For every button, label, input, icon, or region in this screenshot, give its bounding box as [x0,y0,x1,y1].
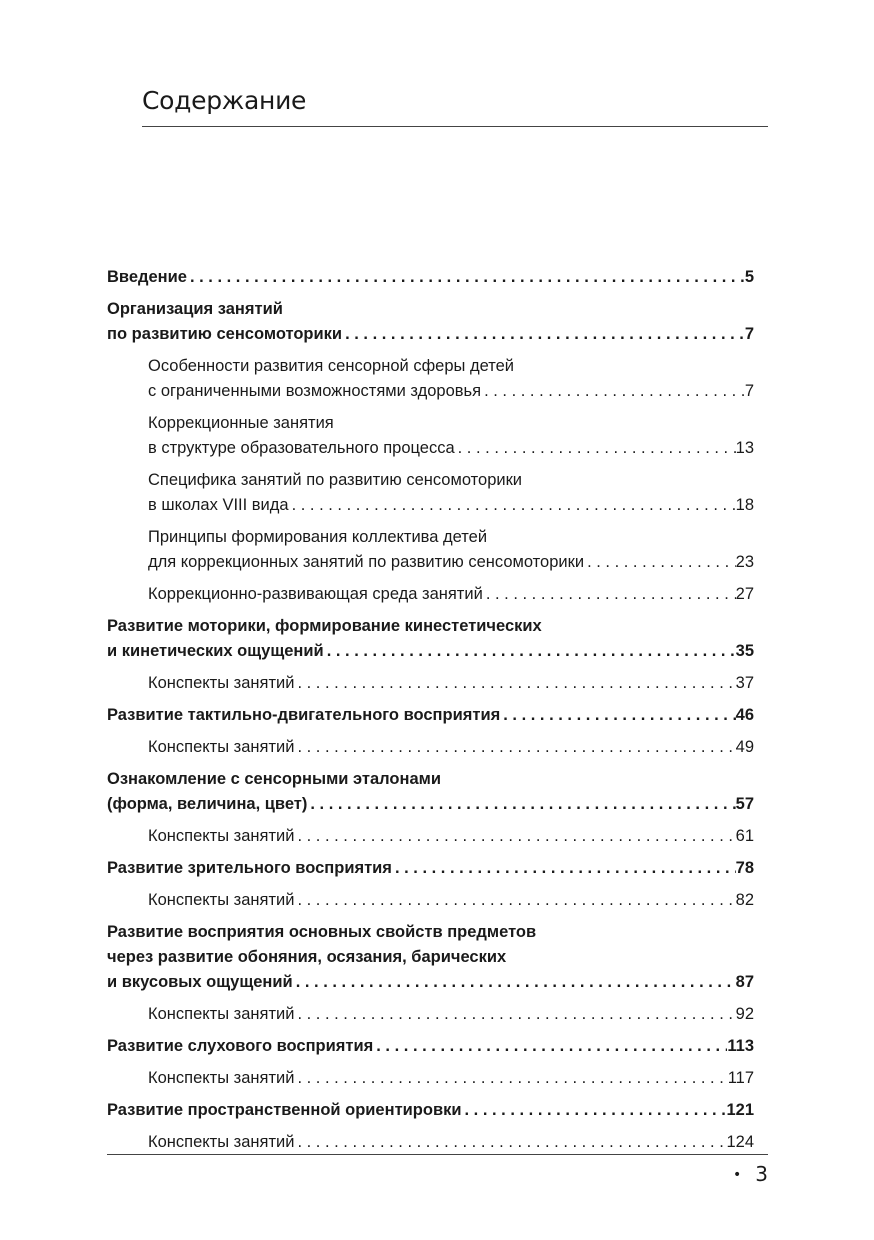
toc-page-number: 121 [726,1101,754,1119]
toc-page-number: 7 [744,382,754,400]
toc-page-number: 7 [744,325,754,343]
dot-leader [373,1034,727,1059]
toc-entry-title: Развитие слухового восприятия [107,1037,374,1055]
toc-chapter [107,767,754,817]
toc-page-number: 78 [735,859,754,877]
toc-section [107,888,754,913]
toc-chapter [107,1098,754,1123]
toc-page-number: 35 [735,642,754,660]
toc-entry-title: Организация занятий [107,300,283,318]
toc-section [107,411,754,461]
dot-leader [294,1066,727,1091]
toc-entry-line [148,354,754,379]
toc-entry-title: Развитие восприятия основных свойств предметов [107,923,537,941]
toc-entry-title: Коррекционные занятия [148,414,334,432]
toc-entry-title: Развитие моторики, формирование кинестетических [107,617,542,635]
toc-entry-title: в структуре образовательного процесса [148,439,455,457]
toc-entry-line [148,1002,754,1027]
toc-entry-line [107,639,754,664]
toc-entry-title: Конспекты занятий [148,827,295,845]
dot-leader [289,493,736,518]
toc-entry-line [148,379,754,404]
toc-entry-title: по развитию сенсомоторики [107,325,343,343]
toc-entry-title: с ограниченными возможностями здоровья [148,382,482,400]
toc-section [107,735,754,760]
dot-leader [584,550,736,575]
toc-page-number: 61 [735,827,754,845]
toc-page-number: 82 [735,891,754,909]
toc-entry-title: (форма, величина, цвет) [107,795,308,813]
toc-entry-line [148,436,754,461]
page-number: 3 [755,1162,768,1186]
dot-leader [324,639,736,664]
toc-page-number: 23 [735,553,754,571]
dot-leader [500,703,735,728]
toc-page-number: 117 [727,1069,754,1087]
dot-leader [187,265,745,290]
toc-page-number: 57 [735,795,754,813]
toc-entry-line [148,468,754,493]
toc-entry-title: и вкусовых ощущений [107,973,293,991]
dot-leader [392,856,736,881]
toc-entry-title: Конспекты занятий [148,674,295,692]
toc-entry-title: через развитие обоняния, осязания, барических [107,948,507,966]
folio-bullet: • [733,1167,742,1183]
toc-entry-line [148,888,754,913]
toc-entry-line [107,792,754,817]
toc-entry-line [148,824,754,849]
toc-entry-line [148,493,754,518]
toc-entry-title: Конспекты занятий [148,891,295,909]
dot-leader [294,1002,735,1027]
toc-entry-title: в школах VIII вида [148,496,289,514]
toc-entry-line [107,767,754,792]
toc-entry-line [148,525,754,550]
toc-entry-title: Конспекты занятий [148,738,295,756]
dot-leader [455,436,736,461]
toc-entry-title: Коррекционно-развивающая среда занятий [148,585,483,603]
dot-leader [307,792,735,817]
toc-chapter [107,856,754,881]
toc-page-number: 18 [735,496,754,514]
title-divider [142,126,768,127]
toc-chapter [107,297,754,347]
toc-entry-line [107,614,754,639]
toc-page-number: 37 [735,674,754,692]
dot-leader [294,824,735,849]
toc-page-number: 87 [735,973,754,991]
toc-entry-title: Введение [107,268,187,286]
dot-leader [342,322,745,347]
table-of-contents [107,265,754,1155]
toc-chapter [107,920,754,995]
dot-leader [462,1098,727,1123]
toc-entry-title: Принципы формирования коллектива детей [148,528,488,546]
toc-entry-line [107,703,754,728]
toc-entry-line [107,945,754,970]
dot-leader [293,970,736,995]
toc-entry-line [107,1034,754,1059]
toc-entry-line [107,322,754,347]
dot-leader [294,735,735,760]
toc-entry-title: для коррекционных занятий по развитию сенсомоторики [148,553,585,571]
toc-page-number: 13 [735,439,754,457]
toc-entry-line [107,970,754,995]
toc-page-number: 92 [735,1005,754,1023]
toc-section [107,468,754,518]
toc-chapter [107,614,754,664]
toc-page-number: 113 [727,1037,754,1055]
toc-section [107,354,754,404]
toc-entry-line [148,671,754,696]
toc-section [107,671,754,696]
toc-entry-line [107,1098,754,1123]
dot-leader [483,582,736,607]
dot-leader [294,888,735,913]
toc-entry-line [148,582,754,607]
toc-section [107,1002,754,1027]
toc-section [107,824,754,849]
toc-entry-line [148,735,754,760]
toc-page-number: 5 [744,268,754,286]
toc-entry-title: Конспекты занятий [148,1069,295,1087]
toc-chapter [107,703,754,728]
toc-chapter [107,1034,754,1059]
toc-entry-line [148,550,754,575]
toc-entry-title: Ознакомление с сенсорными эталонами [107,770,441,788]
toc-entry-line [148,1066,754,1091]
toc-section [107,1066,754,1091]
toc-entry-line [148,411,754,436]
toc-entry-line [107,856,754,881]
toc-entry-line [148,1130,754,1155]
toc-page-number: 46 [735,706,754,724]
toc-chapter [107,265,754,290]
dot-leader [481,379,745,404]
toc-entry-title: Конспекты занятий [148,1133,295,1151]
toc-entry-title: Развитие тактильно-двигательного восприятия [107,706,501,724]
page-title: Содержание [142,86,307,115]
toc-entry-title: Особенности развития сенсорной сферы детей [148,357,514,375]
toc-entry-title: и кинетических ощущений [107,642,324,660]
toc-entry-title: Развитие пространственной ориентировки [107,1101,462,1119]
toc-entry-line [107,920,754,945]
toc-entry-title: Развитие зрительного восприятия [107,859,392,877]
footer-divider [107,1154,768,1155]
toc-section [107,525,754,575]
dot-leader [294,1130,726,1155]
toc-section [107,582,754,607]
toc-page-number: 27 [735,585,754,603]
toc-entry-title: Конспекты занятий [148,1005,295,1023]
toc-entry-line [107,265,754,290]
toc-entry-line [107,297,754,322]
toc-page-number: 49 [735,738,754,756]
page-folio [733,1162,768,1186]
dot-leader [294,671,735,696]
toc-section [107,1130,754,1155]
toc-page-number: 124 [726,1133,754,1151]
toc-entry-title: Специфика занятий по развитию сенсомоторики [148,471,523,489]
